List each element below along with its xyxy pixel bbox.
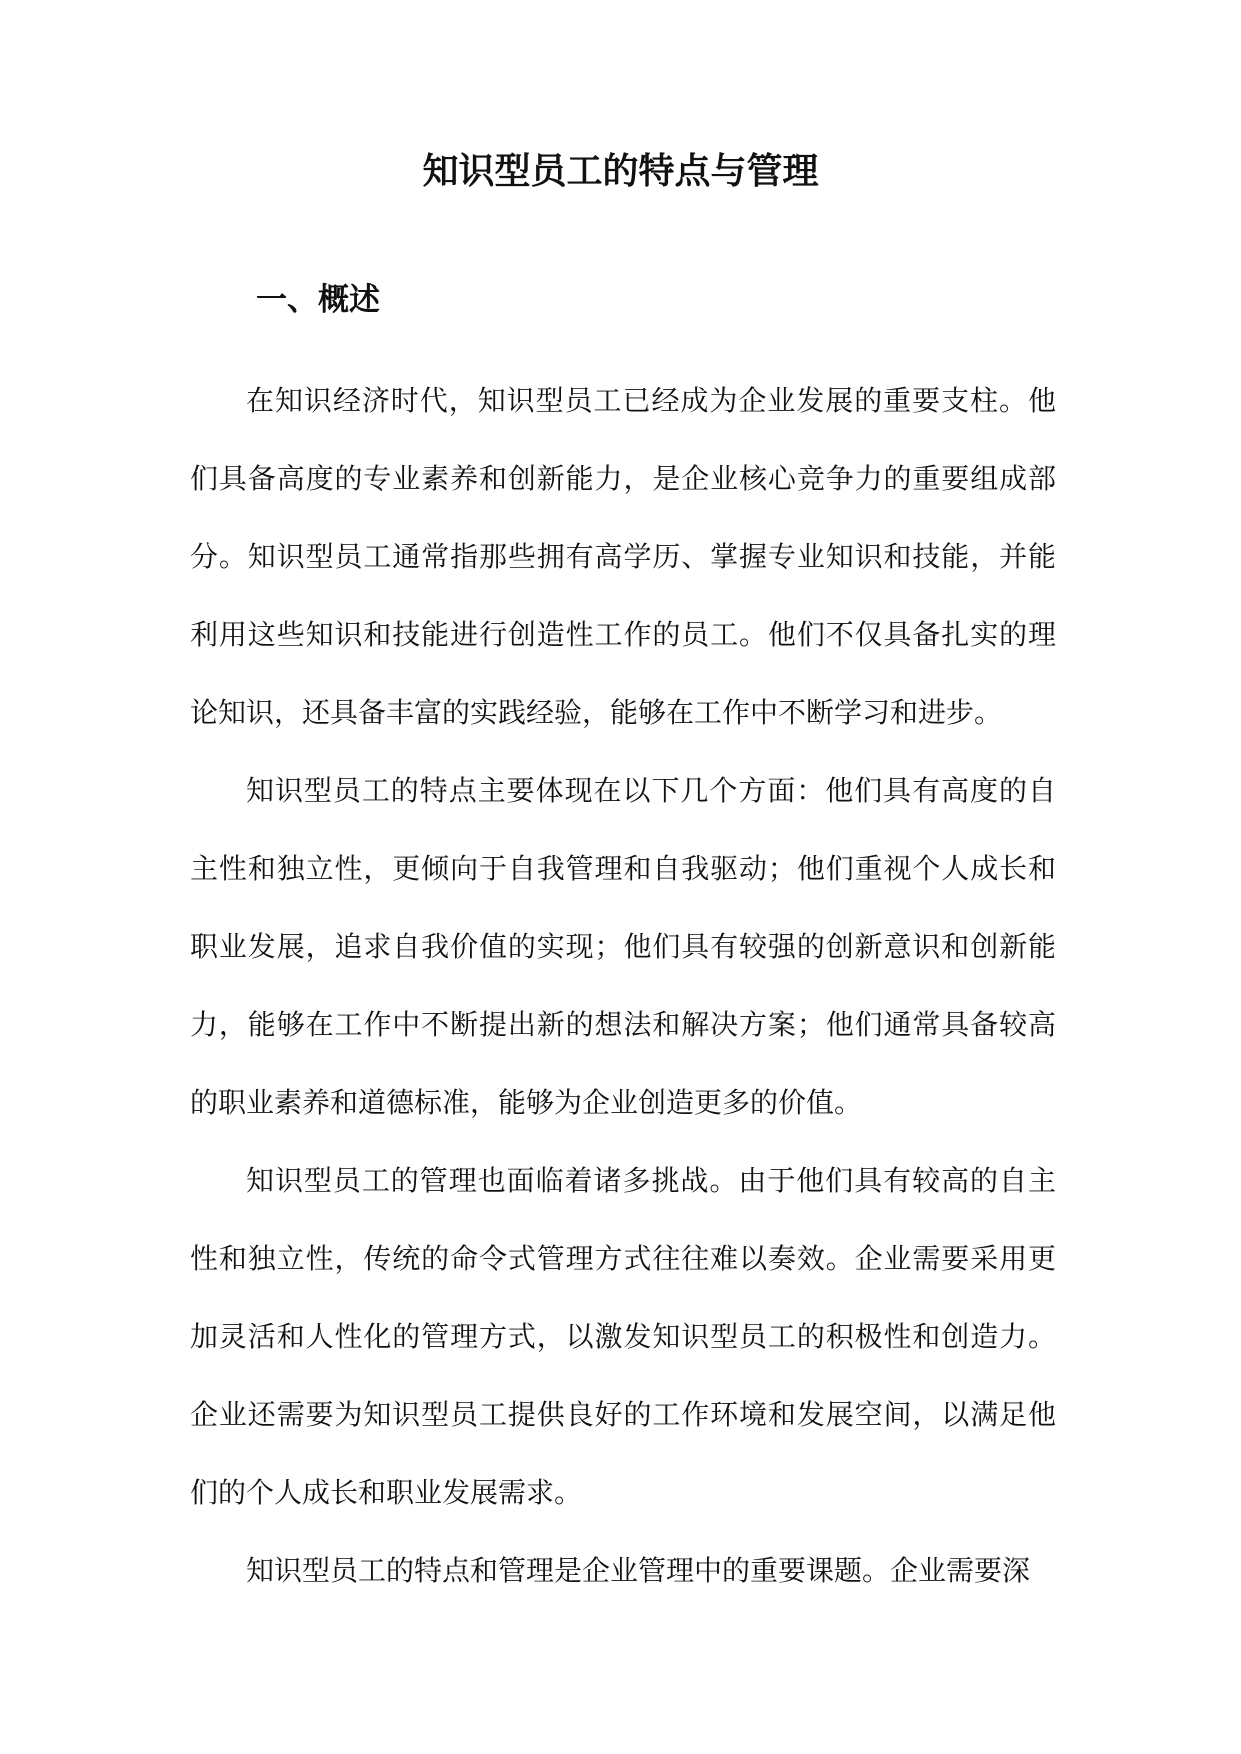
paragraph-1: 在知识经济时代，知识型员工已经成为企业发展的重要支柱。他们具备高度的专业素养和创新能力，是企业核心竞争力的重要组成部分。知识型员工通常指那些拥有高学历、掌握专业知识和技能，并能利用这些知识和技能进行创造性工作的员工。他们不仅具备扎实的理论知识，还具备丰富的实践经验，能够在工作中不断学习和进步。	[190, 384, 1056, 729]
document-title: 知识型员工的特点与管理	[422, 150, 819, 192]
paragraph-3: 知识型员工的管理也面临着诸多挑战。由于他们具有较高的自主性和独立性，传统的命令式管理方式往往难以奏效。企业需要采用更加灵活和人性化的管理方式，以激发知识型员工的积极性和创造力。企业还需要为知识型员工提供良好的工作环境和发展空间，以满足他们的个人成长和职业发展需求。	[190, 1164, 1056, 1509]
paragraph-2: 知识型员工的特点主要体现在以下几个方面：他们具有高度的自主性和独立性，更倾向于自我管理和自我驱动；他们重视个人成长和职业发展，追求自我价值的实现；他们具有较强的创新意识和创新能力，能够在工作中不断提出新的想法和解决方案；他们通常具备较高的职业素养和道德标准，能够为企业创造更多的价值。	[190, 774, 1056, 1119]
paragraph-4: 知识型员工的特点和管理是企业管理中的重要课题。企业需要深	[246, 1554, 1031, 1587]
document-body	[190, 362, 1056, 1610]
section-heading: 一、概述	[256, 282, 380, 318]
